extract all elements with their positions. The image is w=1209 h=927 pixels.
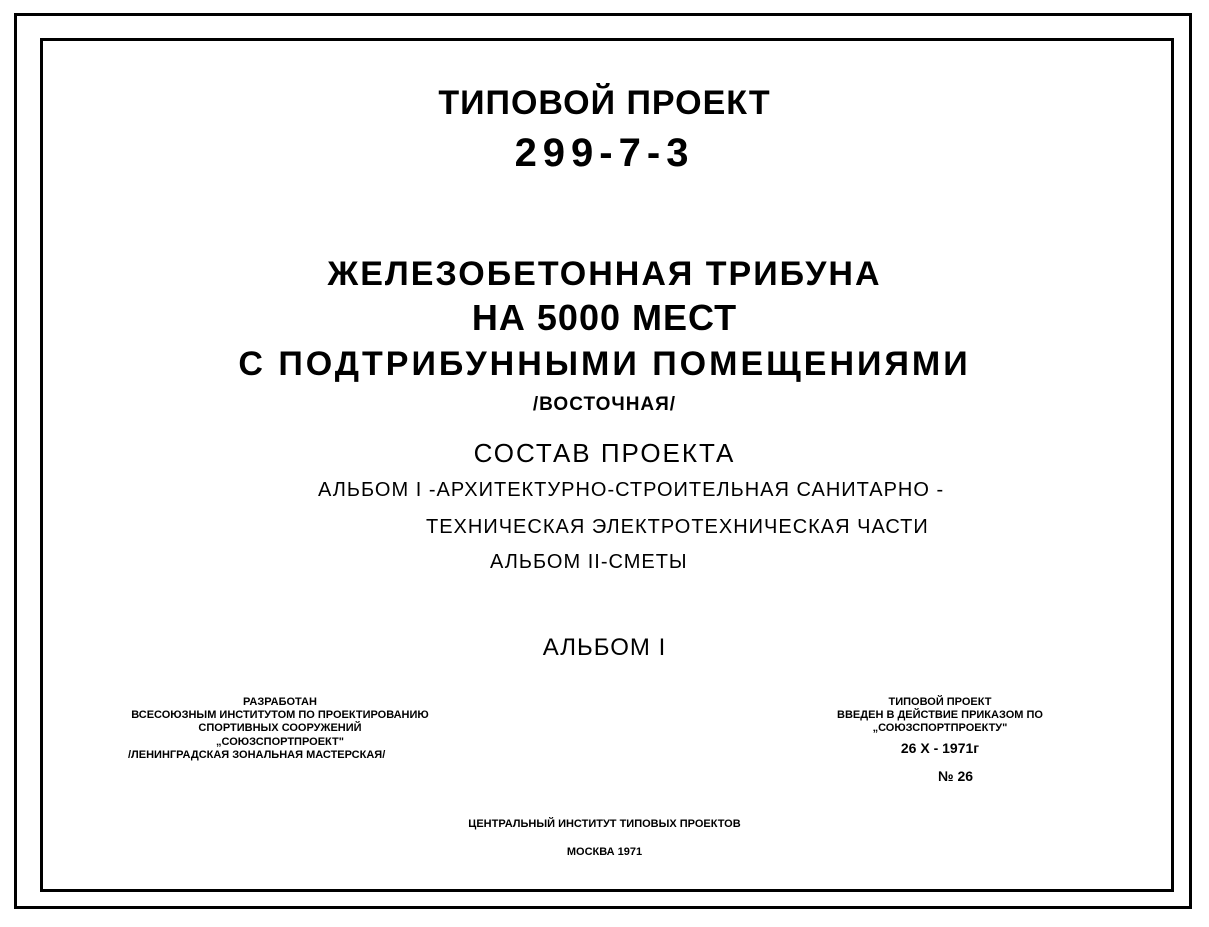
type-label: ТИПОВОЙ ПРОЕКТ xyxy=(438,84,771,122)
developer-line-2: ВСЕСОЮЗНЫМ ИНСТИТУТОМ ПО ПРОЕКТИРОВАНИЮ xyxy=(131,709,429,722)
publisher: ЦЕНТРАЛЬНЫЙ ИНСТИТУТ ТИПОВЫХ ПРОЕКТОВ xyxy=(468,818,741,830)
introduced-block xyxy=(820,696,1060,785)
introduced-number: № 26 xyxy=(938,768,974,785)
developer-line-5: /ЛЕНИНГРАДСКАЯ ЗОНАЛЬНАЯ МАСТЕРСКАЯ/ xyxy=(128,748,386,761)
project-name-line-4: /ВОСТОЧНАЯ/ xyxy=(532,394,677,415)
album-label: АЛЬБОМ I xyxy=(542,634,667,661)
introduced-line-1: ТИПОВОЙ ПРОЕКТ xyxy=(888,696,992,708)
introduced-line-3: „СОЮЗСПОРТПРОЕКТУ" xyxy=(872,722,1008,735)
introduced-line-2: ВВЕДЕН В ДЕЙСТВИЕ ПРИКАЗОМ ПО xyxy=(837,709,1043,722)
composition-line-2: ТЕХНИЧЕСКАЯ ЭЛЕКТРОТЕХНИЧЕСКАЯ ЧАСТИ xyxy=(426,516,929,538)
composition-line-1: АЛЬБОМ I -АРХИТЕКТУРНО-СТРОИТЕЛЬНАЯ САНИТАРНО - xyxy=(318,479,945,501)
developer-block xyxy=(120,696,440,762)
city-year: МОСКВА 1971 xyxy=(566,846,643,858)
project-number: 299-7-3 xyxy=(514,131,695,175)
project-name-line-1: ЖЕЛЕЗОБЕТОННАЯ ТРИБУНА xyxy=(327,255,882,293)
developer-line-3: СПОРТИВНЫХ СООРУЖЕНИЙ xyxy=(198,722,362,735)
composition-title: СОСТАВ ПРОЕКТА xyxy=(473,438,736,468)
project-name-line-3: С ПОДТРИБУННЫМИ ПОМЕЩЕНИЯМИ xyxy=(238,345,971,383)
composition-line-3: АЛЬБОМ II-СМЕТЫ xyxy=(490,551,688,573)
introduced-date: 26 X - 1971г xyxy=(900,739,980,756)
developer-line-4: „СОЮЗСПОРТПРОЕКТ" xyxy=(216,735,344,748)
developer-line-1: РАЗРАБОТАН xyxy=(243,696,317,708)
project-name-line-2: НА 5000 МЕСТ xyxy=(471,297,738,338)
